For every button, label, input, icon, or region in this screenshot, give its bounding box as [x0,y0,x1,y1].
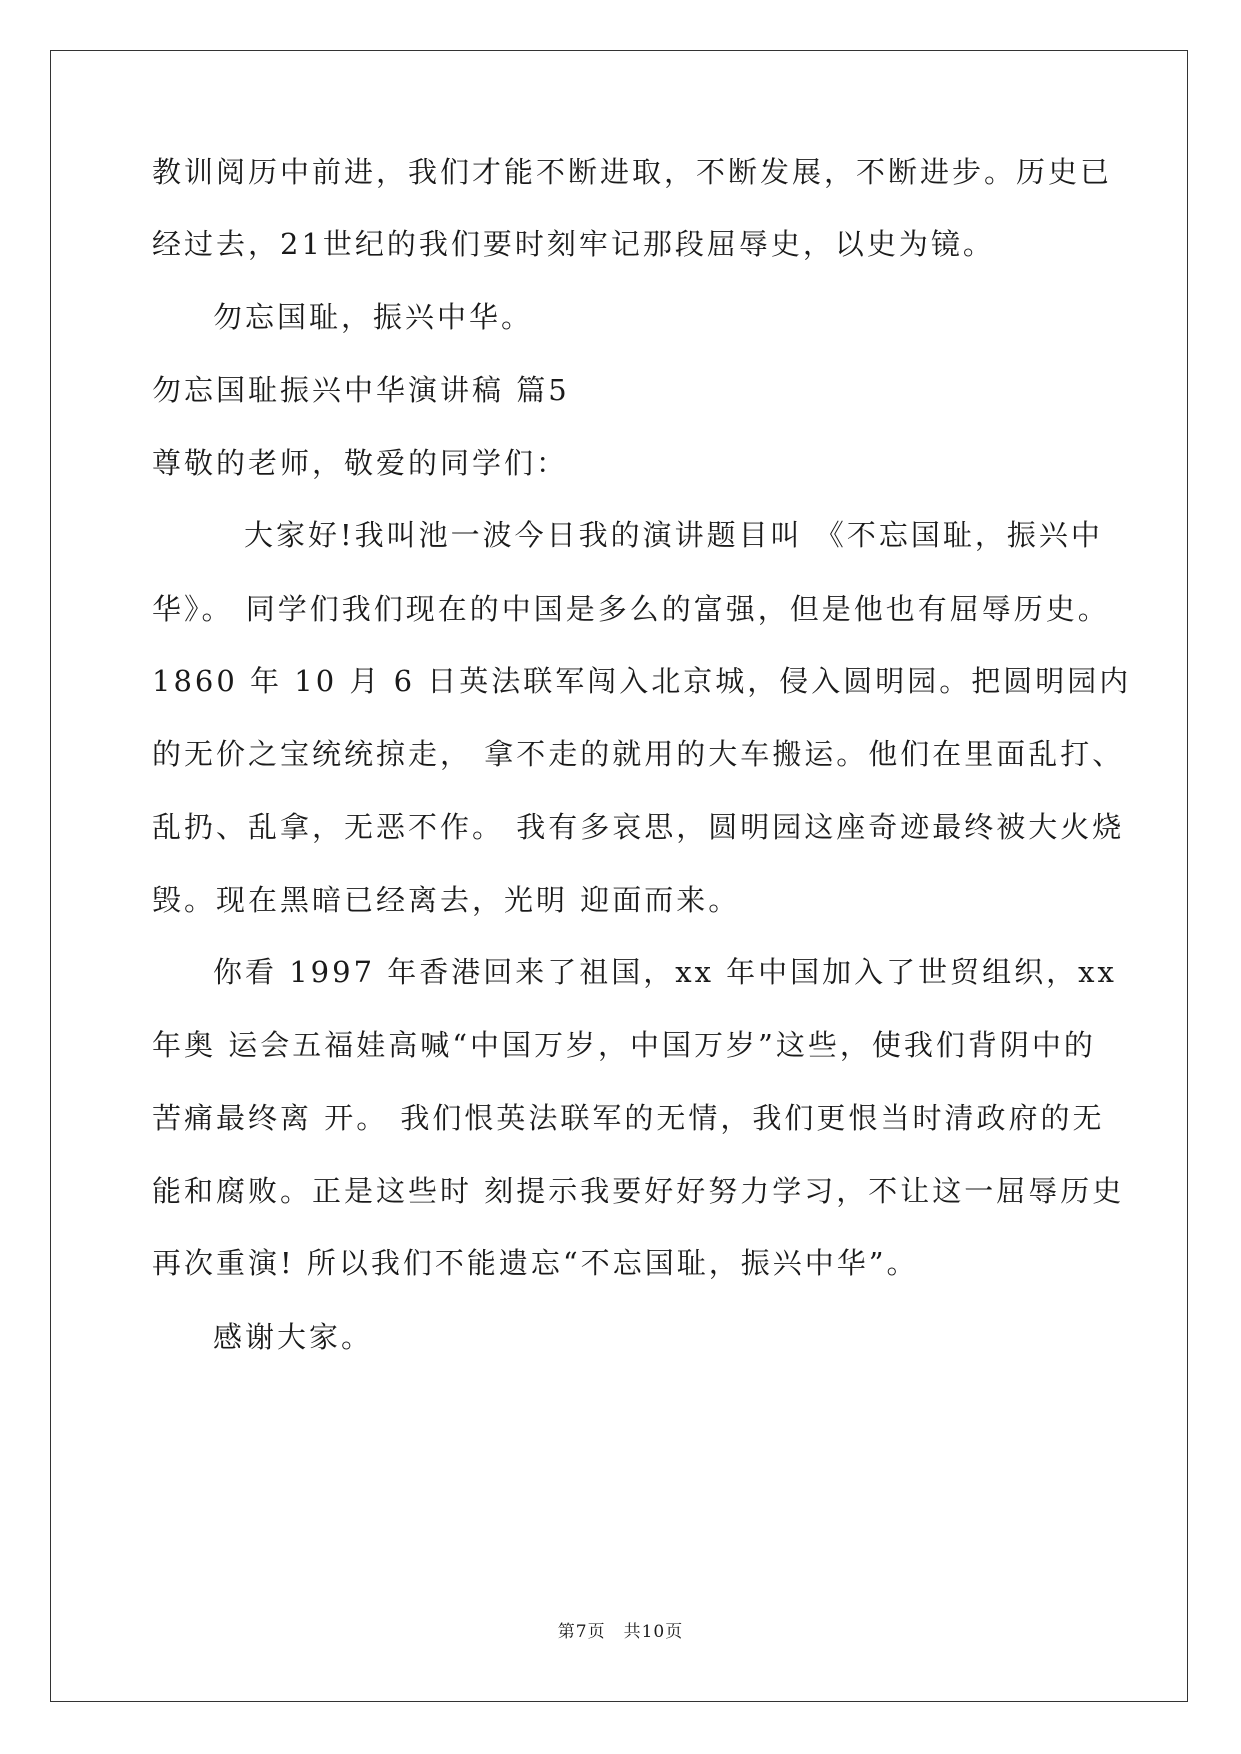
closing-line: 感谢大家。 [213,1320,374,1354]
text-line: 经过去，21世纪的我们要时刻牢记那段屈辱史，以史为镜。 [152,227,995,261]
section-heading: 勿忘国耻振兴中华演讲稿 篇5 [152,373,570,407]
text-line: 1860 年 10 月 6 日英法联军闯入北京城，侵入圆明园。把圆明园内 [152,664,1132,698]
text-line: 教训阅历中前进，我们才能不断进取，不断发展，不断进步。历史已 [152,155,1113,189]
text-line: 苦痛最终离 开。 我们恨英法联军的无情，我们更恨当时清政府的无 [152,1101,1105,1135]
text-line: 你看 1997 年香港回来了祖国，xx 年中国加入了世贸组织，xx [213,955,1117,989]
page-number: 第7页 共10页 [557,1622,684,1642]
text-line: 能和腐败。正是这些时 刻提示我要好好努力学习，不让这一屈辱历史 [152,1174,1125,1208]
text-line: 勿忘国耻，振兴中华。 [213,300,534,334]
salutation: 尊敬的老师，敬爱的同学们： [152,446,569,480]
text-line: 的无价之宝统统掠走， 拿不走的就用的大车搬运。他们在里面乱打、 [152,737,1125,771]
text-line: 大家好!我叫池一波今日我的演讲题目叫 《不忘国耻，振兴中 [244,518,1103,552]
text-line: 毁。现在黑暗已经离去，光明 迎面而来。 [152,883,741,917]
text-line: 华》。 同学们我们现在的中国是多么的富强，但是他也有屈辱历史。 [152,592,1110,626]
text-line: 乱扔、乱拿，无恶不作。 我有多哀思，圆明园这座奇迹最终被大火烧 [152,810,1125,844]
text-line: 再次重演! 所以我们不能遗忘“不忘国耻，振兴中华”。 [152,1246,919,1280]
text-line: 年奥 运会五福娃高喊“中国万岁，中国万岁”这些，使我们背阴中的 [152,1028,1096,1062]
